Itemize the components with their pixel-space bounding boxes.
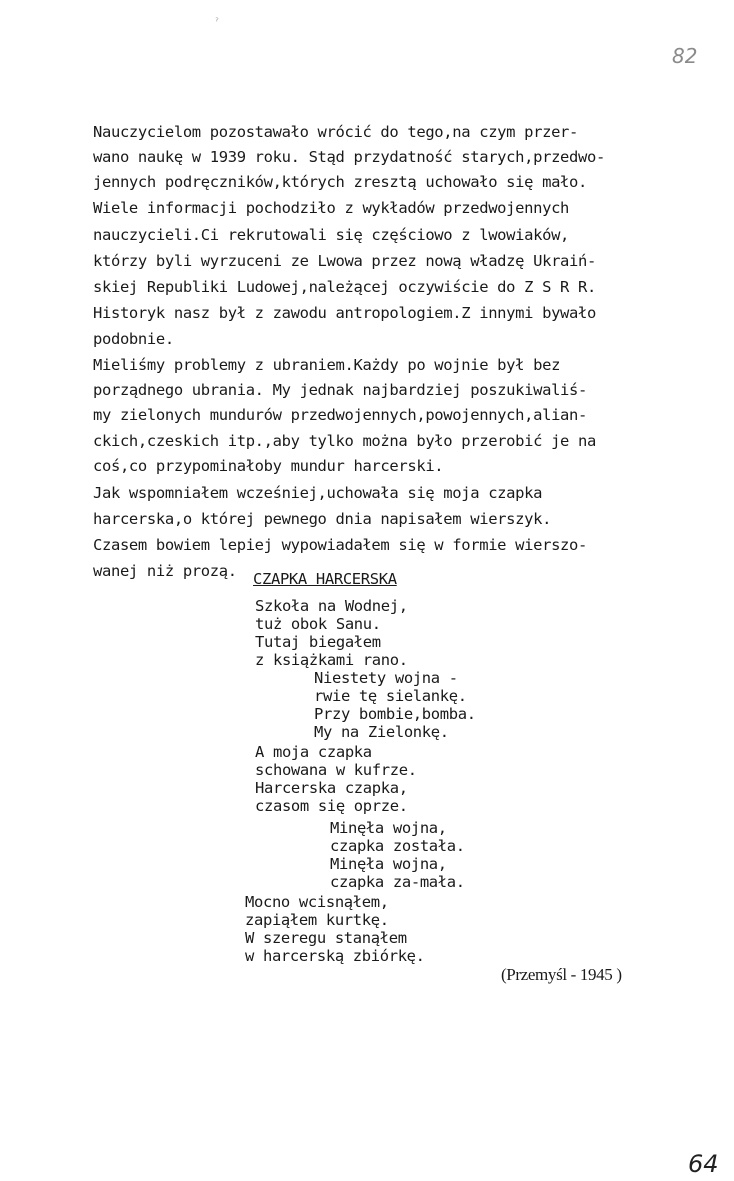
prose-line: wanej niż prozą. xyxy=(93,562,237,580)
poem-line: z książkami rano. xyxy=(255,651,408,669)
poem-title: CZAPKA HARCERSKA xyxy=(253,570,397,588)
prose-line: Mieliśmy problemy z ubraniem.Każdy po wojnie był bez xyxy=(93,356,561,374)
page-number-top: 82 xyxy=(672,44,698,68)
prose-line: wano naukę w 1939 roku. Stąd przydatność starych,przedwo- xyxy=(93,148,605,166)
poem-line: Minęła wojna, xyxy=(330,819,447,837)
prose-line: którzy byli wyrzuceni ze Lwowa przez nową władzę Ukraiń- xyxy=(93,252,596,270)
prose-line: Nauczycielom pozostawało wrócić do tego,na czym przer- xyxy=(93,123,579,141)
poem-line: Mocno wcisnąłem, xyxy=(245,893,389,911)
ink-speck: ˀ xyxy=(214,18,221,29)
prose-line: skiej Republiki Ludowej,należącej oczywiście do Z S R R. xyxy=(93,278,596,296)
page-number-bottom: 64 xyxy=(688,1150,719,1178)
prose-line: jennych podręczników,których zresztą uchowało się mało. xyxy=(93,173,587,191)
poem-line: Przy bombie,bomba. xyxy=(314,705,476,723)
poem-line: Niestety wojna - xyxy=(314,669,458,687)
prose-line: podobnie. xyxy=(93,330,174,348)
poem-line: czapka za-mała. xyxy=(330,873,465,891)
poem-line: czasom się oprze. xyxy=(255,797,408,815)
prose-line: porządnego ubrania. My jednak najbardziej poszukiwaliś- xyxy=(93,381,587,399)
poem-line: rwie tę sielankę. xyxy=(314,687,467,705)
poem-citation-text: (Przemyśl - 1945 ) xyxy=(500,965,622,984)
prose-line: Czasem bowiem lepiej wypowiadałem się w formie wierszo- xyxy=(93,536,587,554)
poem-citation xyxy=(465,945,622,1005)
poem-line: zapiąłem kurtkę. xyxy=(245,911,389,929)
prose-line: Jak wspomniałem wcześniej,uchowała się moja czapka xyxy=(93,484,543,502)
prose-line: Wiele informacji pochodziło z wykładów przedwojennych xyxy=(93,199,570,217)
poem-line: czapka została. xyxy=(330,837,465,855)
prose-line: Historyk nasz był z zawodu antropologiem.Z innymi bywało xyxy=(93,304,596,322)
poem-line: My na Zielonkę. xyxy=(314,723,449,741)
poem-line: A moja czapka xyxy=(255,743,372,761)
prose-line: coś,co przypominałoby mundur harcerski. xyxy=(93,457,444,475)
poem-line: tuż obok Sanu. xyxy=(255,615,381,633)
poem-line: Tutaj biegałem xyxy=(255,633,381,651)
prose-line: harcerska,o której pewnego dnia napisałem wierszyk. xyxy=(93,510,552,528)
prose-line: my zielonych mundurów przedwojennych,powojennych,alian- xyxy=(93,406,587,424)
poem-line: schowana w kufrze. xyxy=(255,761,417,779)
poem-line: w harcerską zbiórkę. xyxy=(245,947,425,965)
prose-line: nauczycieli.Ci rekrutowali się częściowo z lwowiaków, xyxy=(93,226,570,244)
poem-line: W szeregu stanąłem xyxy=(245,929,407,947)
poem-line: Minęła wojna, xyxy=(330,855,447,873)
prose-line: ckich,czeskich itp.,aby tylko można było przerobić je na xyxy=(93,432,596,450)
poem-line: Harcerska czapka, xyxy=(255,779,408,797)
poem-line: Szkoła na Wodnej, xyxy=(255,597,408,615)
